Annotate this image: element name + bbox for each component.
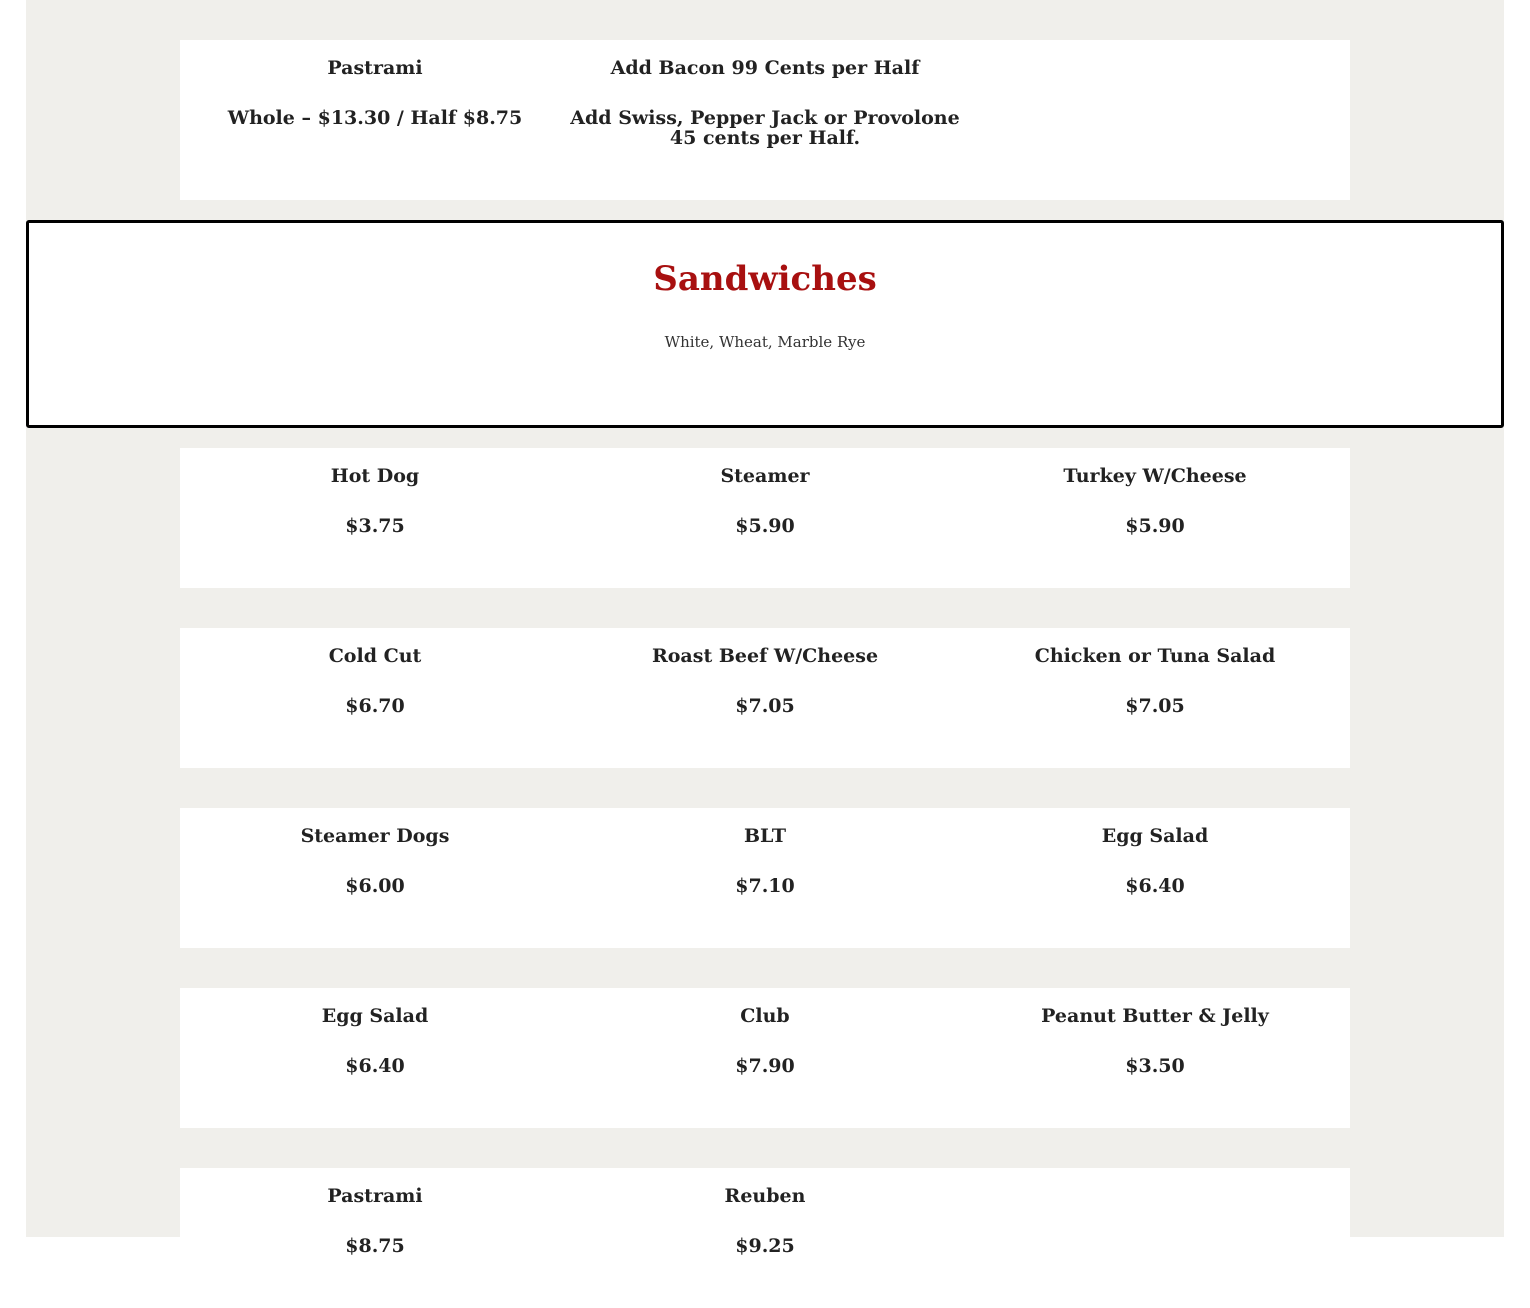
addon-cheese-price: 45 cents per Half.: [669, 127, 861, 149]
menu-card-pastrami-addons: [180, 40, 1350, 200]
menu-item-price: Whole – $13.30 / Half $8.75: [227, 107, 523, 129]
menu-item-price: $6.40: [1125, 875, 1185, 897]
menu-item: [180, 448, 570, 588]
menu-item-name: BLT: [743, 825, 786, 847]
menu-item-name: Peanut Butter & Jelly: [1041, 1005, 1269, 1027]
menu-item-name: Egg Salad: [321, 1005, 429, 1027]
section-sandwiches: [26, 220, 1504, 428]
menu-item: [570, 988, 960, 1128]
menu-item-price: $3.50: [1125, 1055, 1185, 1077]
menu-item-price: $3.75: [345, 515, 405, 537]
menu-item-price: $7.10: [735, 875, 795, 897]
menu-item: [960, 988, 1350, 1128]
menu-item-name: Steamer Dogs: [300, 825, 450, 847]
menu-item: [180, 1168, 570, 1308]
menu-item: [180, 808, 570, 948]
section-subtitle: White, Wheat, Marble Rye: [664, 333, 866, 351]
menu-item-price: $7.90: [735, 1055, 795, 1077]
menu-item-name: Pastrami: [327, 1185, 423, 1207]
menu-item: [570, 808, 960, 948]
menu-addons: [570, 40, 960, 200]
menu-item: [570, 628, 960, 768]
menu-item-name: Hot Dog: [330, 465, 420, 487]
addon-cheese: Add Swiss, Pepper Jack or Provolone: [570, 107, 960, 129]
menu-row: [180, 988, 1350, 1128]
menu-item-price: $7.05: [1125, 695, 1185, 717]
menu-item-name: Pastrami: [327, 57, 423, 79]
menu-row: [180, 628, 1350, 768]
menu-item-price: $6.70: [345, 695, 405, 717]
menu-row: [180, 448, 1350, 588]
menu-item: [960, 628, 1350, 768]
addon-bacon: Add Bacon 99 Cents per Half: [610, 57, 920, 79]
menu-item-name: Club: [740, 1005, 790, 1027]
menu-item-price: $7.05: [735, 695, 795, 717]
menu-item: [570, 448, 960, 588]
menu-item-pastrami: [180, 40, 570, 200]
menu-item-name: Turkey W/Cheese: [1063, 465, 1247, 487]
menu-item-name: Egg Salad: [1101, 825, 1209, 847]
menu-item: [180, 988, 570, 1128]
menu-item-price: $5.90: [1125, 515, 1185, 537]
menu-item: [180, 628, 570, 768]
menu-item-price: $6.00: [345, 875, 405, 897]
menu-page: [26, 0, 1504, 1257]
menu-item: [960, 808, 1350, 948]
menu-item-name: Roast Beef W/Cheese: [651, 645, 879, 667]
menu-item-price: $6.40: [345, 1055, 405, 1077]
menu-row: [180, 808, 1350, 948]
menu-item-price: $9.25: [735, 1235, 795, 1257]
menu-item-price: $8.75: [345, 1235, 405, 1257]
menu-item: [960, 448, 1350, 588]
section-title: Sandwiches: [653, 259, 877, 299]
menu-item-name: Cold Cut: [328, 645, 422, 667]
menu-item-name: Chicken or Tuna Salad: [1034, 645, 1276, 667]
menu-item-name: Reuben: [724, 1185, 806, 1207]
menu-item-name: Steamer: [720, 465, 810, 487]
menu-row: [180, 1168, 1350, 1257]
menu-item: [570, 1168, 960, 1308]
menu-item-price: $5.90: [735, 515, 795, 537]
